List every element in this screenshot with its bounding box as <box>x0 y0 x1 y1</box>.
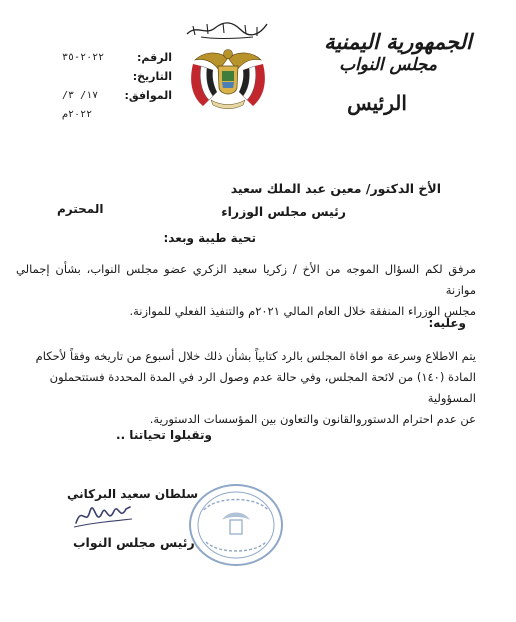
paragraph-line: عن عدم احترام الدستوروالقانون والتعاون بين المؤسسات الدستورية. <box>149 412 476 426</box>
org-office-title: الرئيس <box>347 91 407 115</box>
reference-row-date <box>62 67 172 86</box>
corresponding-date-value: ١٧/ ٣/ ٢٠٢٢م <box>62 90 99 120</box>
handwritten-signature-icon <box>72 497 134 533</box>
paragraph-line: مرفق لكم السؤال الموجه من الأخ / زكريا سعيد الزكري عضو مجلس النواب، بشأن إجمالي موازنة <box>16 262 476 297</box>
corresponding-date-label: الموافق: <box>124 89 172 102</box>
date-label: التاريخ: <box>132 70 172 83</box>
addressee-name: الأخ الدكتور/ معين عبد الملك سعيد <box>230 181 441 196</box>
official-stamp-icon <box>186 480 286 570</box>
honorific: المحترم <box>57 202 104 216</box>
paragraph-line: مجلس الوزراء المنفقة خلال العام المالي ٢٠٢١م والتنفيذ الفعلي للموازنة. <box>129 304 476 318</box>
signatory-title: رئيس مجلس النواب <box>73 535 195 550</box>
closing-salutation: وتقبلوا تحياتنا .. <box>116 428 212 442</box>
reference-block <box>62 48 172 120</box>
reference-row-corresponding <box>62 86 172 120</box>
body-paragraph-1 <box>16 259 476 322</box>
republic-eagle-emblem-icon <box>187 44 269 116</box>
therefore-heading: وعليه: <box>428 316 466 330</box>
reference-label: الرقم: <box>137 51 172 64</box>
addressee-title: رئيس مجلس الوزراء <box>221 204 346 219</box>
paragraph-line: يتم الاطلاع وسرعة مو افاة المجلس بالرد كتابياً بشأن ذلك خلال أسبوع من تاريخه وفقاً لأحكام <box>35 349 476 363</box>
reference-value: ٢٠٢٢-٣٥ <box>62 52 105 63</box>
greeting: تحية طيبة وبعد: <box>163 231 256 245</box>
basmala-calligraphy <box>183 18 271 40</box>
org-name-line1: الجمهورية اليمنية <box>324 29 472 54</box>
organization-header <box>318 30 478 116</box>
body-paragraph-2 <box>16 346 476 430</box>
reference-row-number <box>62 48 172 67</box>
paragraph-line: المادة (١٤٠) من لائحة المجلس، وفي حالة عدم وصول الرد في المدة المحددة فستتحملون المسؤولية <box>49 370 476 405</box>
signatory-name: سلطان سعيد البركاني <box>67 487 199 501</box>
org-name-line2: مجلس النواب <box>339 55 437 75</box>
